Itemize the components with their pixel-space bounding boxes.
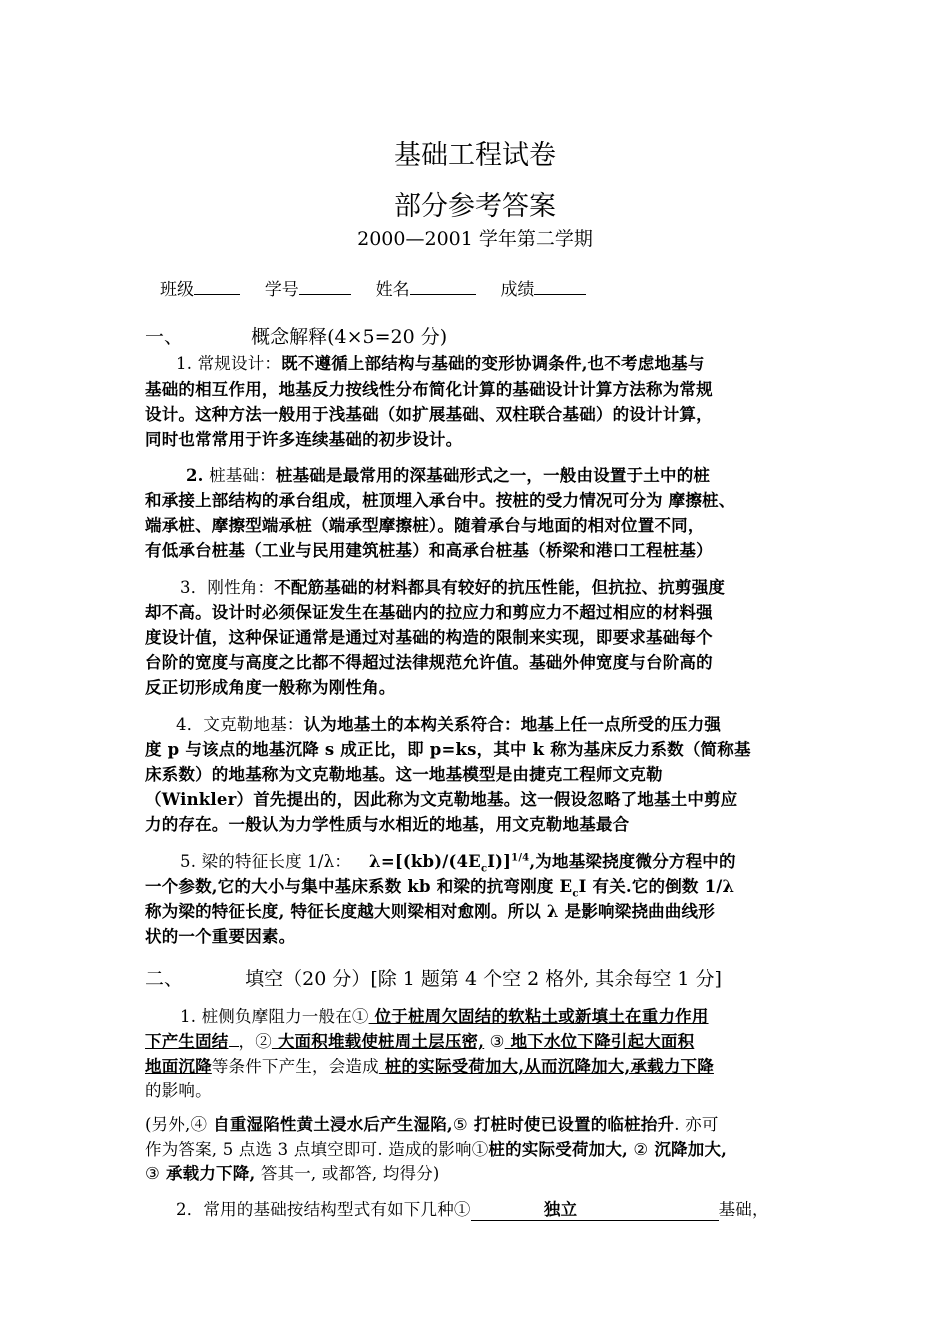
item1-label: 1. 常规设计：	[176, 354, 282, 373]
item2-label: 桩基础：	[203, 466, 276, 485]
class-blank	[194, 276, 240, 295]
item3-label: 3．刚性角：	[180, 578, 275, 597]
q1-answer4: 桩的实际受荷加大,从而沉降加大,承载力下降	[378, 1057, 714, 1076]
item2-line2: 和承接上部结构的承台组成，桩顶埋入承台中。按桩的受力情况可分为 摩擦桩、	[145, 491, 736, 510]
item3-text: 不配筋基础的材料都具有较好的抗压性能，但抗拉、抗剪强度	[274, 578, 726, 597]
section2-number: 二、	[145, 968, 184, 990]
score-label: 成绩	[500, 280, 535, 300]
item3-line3: 度设计值，这种保证通常是通过对基础的构造的限制来实现，即要求基础每个	[145, 628, 713, 647]
item5-line4: 状的一个重要因素。	[145, 927, 296, 946]
item1-line3: 设计。这种方法一般用于浅基础（如扩展基础、双柱联合基础）的设计计算，	[145, 405, 713, 424]
item3-line1	[180, 574, 725, 598]
q2-answer-blank	[471, 1196, 719, 1221]
name-blank	[410, 276, 476, 295]
item3-line4: 台阶的宽度与高度之比都不得超过法律规范允许值。基础外伸宽度与台阶高的	[145, 653, 713, 672]
section2-heading	[145, 964, 722, 991]
item4-line1	[176, 711, 721, 735]
item4-label: 4．文克勒地基：	[176, 715, 304, 734]
exam-title: 基础工程试卷	[394, 140, 556, 171]
item5-line2: 一个参数,它的大小与集中基床系数 kb 和梁的抗弯刚度 $E_cI$ 有关.它的倒数 1/λ	[145, 877, 735, 900]
q2-answer: 独立	[543, 1200, 578, 1219]
item1-line1	[176, 350, 705, 374]
q2-line1: 2．常用的基础按结构型式有如下几种① 独立 基础，	[176, 1196, 769, 1221]
exam-subtitle: 部分参考答案	[394, 191, 556, 222]
section1-number: 一、	[145, 326, 184, 348]
item1-line2: 基础的相互作用，地基反力按线性分布简化计算的基础设计计算方法称为常规	[145, 380, 713, 399]
item4-line2: 度 p 与该点的地基沉降 s 成正比，即 p=ks，其中 k 称为基床反力系数（简称基	[145, 740, 751, 759]
q1-answer3: 地下水位下降引起大面积	[504, 1032, 695, 1051]
item2-line3: 端承桩、摩擦型端承桩（端承型摩擦桩）。随着承台与地面的相对位置不同，	[145, 516, 705, 535]
item4-text: 认为地基土的本构关系符合：地基上任一点所受的压力强	[303, 715, 722, 734]
item4-line4: （Winkler）首先提出的，因此称为文克勒地基。这一假设忽略了地基土中剪应	[145, 790, 738, 809]
item5-line1	[180, 848, 736, 874]
q1-line4: 的影响。	[145, 1081, 212, 1100]
item4-line5: 力的存在。一般认为力学性质与水相近的地基，用文克勒地基最合	[145, 815, 630, 834]
item2-line1	[186, 462, 710, 486]
item2-number: 2.	[186, 466, 204, 485]
exam-term: 2000—2001 学年第二学期	[357, 228, 593, 250]
class-label: 班级	[160, 280, 194, 300]
q1-line3: 地面沉降等条件下产生，会造成 桩的实际受荷加大,从而沉降加大,承载力下降	[145, 1057, 714, 1076]
q1-line1: 1. 桩侧负摩阻力一般在① 位于桩周欠固结的软粘土或新填土在重力作用	[180, 1007, 709, 1026]
section2-title: 填空（20 分）[除 1 题第 4 个空 2 格外, 其余每空 1 分]	[245, 968, 722, 990]
q1-answer2: 大面积堆载使桩周土层压密,	[271, 1032, 485, 1051]
item3-line5: 反正切形成角度一般称为刚性角。	[145, 678, 396, 697]
item2-line4: 有低承台桩基（工业与民用建筑桩基）和高承台桩基（桥梁和港口工程桩基）	[145, 541, 713, 560]
section1-title: 概念解释(4×5=20 分)	[251, 326, 448, 348]
score-blank	[534, 276, 586, 295]
item4-line3: 床系数）的地基称为文克勒地基。这一地基模型是由捷克工程师文克勒	[145, 765, 663, 784]
item2-text: 桩基础是最常用的深基础形式之一，一般由设置于土中的桩	[275, 466, 711, 485]
q1-answer1: 位于桩周欠固结的软粘土或新填土在重力作用	[368, 1007, 709, 1026]
item3-line2: 却不高。设计时必须保证发生在基础内的拉应力和剪应力不超过相应的材料强	[145, 603, 713, 622]
item5-label: 5. 梁的特征长度 1/λ：	[180, 852, 352, 871]
student-id-label: 学号	[264, 280, 299, 300]
note-line1: (另外,④ 自重湿陷性黄土浸水后产生湿陷,⑤ 打桩时使已设置的临桩抬升. 亦可	[145, 1115, 719, 1134]
section1-heading	[145, 322, 447, 349]
item5-line3: 称为梁的特征长度, 特征长度越大则梁相对愈刚。所以 λ 是影响梁挠曲曲线形	[145, 902, 715, 921]
note-line2: 作为答案, 5 点选 3 点填空即可. 造成的影响①桩的实际受荷加大, ② 沉降加大,	[145, 1140, 728, 1159]
item1-text: 既不遵循上部结构与基础的变形协调条件,也不考虑地基与	[281, 354, 705, 373]
note-line3: ③ 承载力下降, 答其一, 或都答, 均得分)	[145, 1164, 440, 1183]
name-label: 姓名	[375, 280, 410, 300]
q1-line2: 下产生固结 ，② 大面积堆载使桩周土层压密, ③ 地下水位下降引起大面积	[145, 1032, 695, 1051]
item1-line4: 同时也常常用于许多连续基础的初步设计。	[145, 430, 463, 449]
student-info-row	[160, 275, 586, 300]
student-id-blank	[299, 276, 351, 295]
item5-formula: $\lambda=[(kb)/(4E_cI)]^{1/4}$,为地基梁挠度微分方程中的	[369, 852, 736, 875]
